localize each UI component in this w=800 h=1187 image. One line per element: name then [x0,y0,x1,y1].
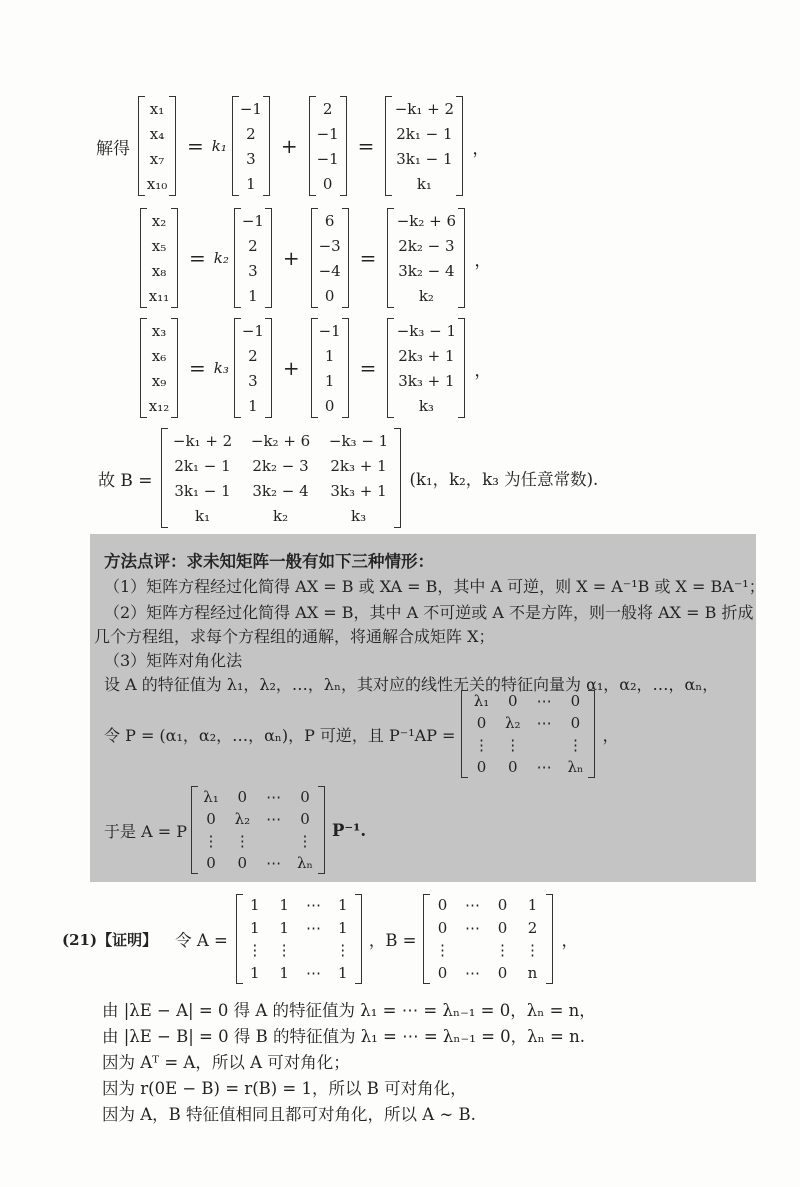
cell: 2 [527,918,538,937]
diagonalization-line [104,690,619,778]
cell: 0 [508,758,518,776]
cell: 0 [237,788,248,806]
cell: −1 [241,211,264,230]
cell: −1 [316,149,339,168]
cell [301,941,325,959]
cell: ⋯ [266,854,282,872]
matrix-row [243,941,355,959]
cell: 2k₁ − 1 [396,124,453,143]
const-vector-2 [311,208,349,308]
cell: ⋮ [473,736,489,754]
cell: k₁ [416,174,432,193]
b-matrix-result [98,428,598,528]
cell: 0 [324,396,335,415]
cell: ⋮ [276,941,292,960]
cell: 1 [338,918,348,937]
proof-line-1: 由 |λE − A| = 0 得 A 的特征值为 λ₁ = ⋯ = λₙ₋₁ = 0，λₙ = n， [102,1001,596,1020]
var: x₇ [149,149,165,168]
cell: ⋮ [567,736,583,754]
cell: 0 [476,714,487,732]
matrix-row [243,896,355,914]
method-title: 方法点评：求未知矩阵一般有如下三种情形： [104,552,434,571]
cell: ⋯ [305,896,321,915]
cell: ⋯ [266,788,282,806]
var: x₁ [149,99,165,118]
matrix-row [468,692,588,710]
cell: 1 [338,963,348,982]
cell: 1 [248,286,258,305]
cell: λₙ [296,854,313,872]
plus-sign: + [280,134,298,158]
matrix-row [468,736,588,754]
result-vector-1 [385,96,463,196]
cell: 1 [279,918,289,937]
cell: −1 [239,99,262,118]
matrix-row [243,919,355,937]
equals-sign: = [187,134,204,158]
equals-sign: = [189,246,206,270]
cell [531,736,557,754]
cell: 3 [248,261,258,280]
cell: 1 [250,918,260,937]
cell: 2k₁ − 1 [174,456,231,475]
cell: −1 [318,321,341,340]
equals-sign: = [359,356,377,380]
cell: λ₁ [203,788,219,806]
cell: ⋯ [536,758,552,776]
cell: 1 [338,896,348,915]
cell: 0 [322,174,333,193]
cell: k₂ [418,286,434,305]
matrix-row [168,457,394,475]
cell: 3 [248,371,258,390]
cell: 1 [527,896,538,915]
matrix-row [430,941,546,959]
var: x₉ [151,371,167,390]
cell: ⋮ [203,832,219,850]
const-vector-3 [311,318,349,418]
comma: ， [474,360,492,381]
k-coefficient: k₂ [213,249,229,267]
cell: −k₁ + 2 [172,431,233,450]
cell: 2 [248,346,258,365]
let-b-text: ，B = [368,931,417,950]
cell: 0 [237,854,248,872]
equals-sign: = [357,134,375,158]
cell: 0 [497,918,508,937]
cell: 0 [476,758,487,776]
cell: 3k₂ − 4 [252,481,309,500]
comma: ， [561,931,579,950]
cell: 0 [508,692,518,710]
cell: 2k₃ + 1 [330,456,387,475]
constants-note: (k₁，k₂，k₃ 为任意常数). [409,470,599,489]
var: x₁₂ [148,396,170,415]
comma: ， [472,138,490,159]
matrix-row [430,896,546,914]
cell: 2k₃ + 1 [398,346,455,365]
equals-sign: = [359,246,377,270]
cell: 0 [570,692,581,710]
cell: λ₂ [505,714,521,732]
k-coefficient: k₃ [213,359,229,377]
cell: 0 [300,810,310,828]
matrix-row [198,832,318,850]
cell: 1 [248,396,258,415]
cell: 2 [248,236,258,255]
k-coefficient: k₁ [211,137,227,155]
var: x₆ [151,346,167,365]
equals-sign: = [189,356,206,380]
cell: ⋯ [536,714,552,732]
cell: ⋮ [525,941,541,960]
coef-vector-1 [232,96,270,196]
solution-system-2 [137,208,491,308]
matrix-row [198,810,318,828]
cell: ⋮ [495,941,511,960]
method-case-3: （3）矩阵对角化法 [104,651,243,670]
matrix-row [168,507,394,525]
cell: 2 [322,99,333,118]
cell: −k₂ + 6 [396,211,457,230]
matrix-row [168,432,394,450]
cell: 0 [437,896,448,915]
cell: 1 [246,174,256,193]
matrix-a [236,894,362,984]
cell: −3 [318,236,341,255]
method-case-2b: 几个方程组，求每个方程组的通解，将通解合成矩阵 X； [94,627,495,646]
cell: 3k₃ + 1 [398,371,455,390]
cell: ⋮ [335,941,351,960]
cell: 0 [300,788,310,806]
cell: λ₁ [473,692,490,710]
cell: −k₂ + 6 [250,431,311,450]
cell: 3k₂ − 4 [398,261,455,280]
result-vector-3 [387,318,465,418]
vars-vector-2 [140,208,178,308]
cell: 3k₃ + 1 [330,481,387,500]
cell [460,941,486,959]
coef-vector-3 [234,318,272,418]
cell: k₃ [418,396,434,415]
cell: −k₃ − 1 [328,431,389,450]
var: x₃ [151,321,167,340]
cell: 3k₁ − 1 [396,149,453,168]
cell: ⋮ [247,941,263,960]
cell: ⋮ [505,736,521,754]
cell: 0 [497,963,508,982]
cell: 3k₁ − 1 [174,481,231,500]
cell: 1 [324,371,335,390]
var: x₈ [151,261,167,280]
var: x₅ [151,236,167,255]
matrix-row [468,758,588,776]
cell: 1 [279,963,289,982]
matrix-row [198,854,318,872]
a-decomposition-line [104,786,366,874]
cell: ⋯ [465,963,481,982]
diagonal-matrix-2 [191,786,325,874]
cell: 0 [206,810,216,828]
cell: ⋮ [234,832,250,850]
cell: ⋯ [305,918,321,937]
method-case-1: （1）矩阵方程经过化简得 AX = B 或 XA = B，其中 A 可逆，则 X = A⁻¹B 或 X = BA⁻¹； [104,577,765,596]
var: x₂ [151,211,167,230]
matrix-row [198,788,318,806]
matrix-row [468,714,588,732]
matrix-row [430,964,546,982]
cell: ⋯ [536,692,552,710]
cell: n [527,963,538,982]
cell: 1 [324,346,335,365]
diagonal-matrix [461,690,595,778]
proof-line-5: 因为 A，B 特征值相同且都可对角化，所以 A ∼ B. [102,1105,476,1124]
cell: −1 [241,321,264,340]
cell: ⋯ [266,810,282,828]
proof-matrices-line [62,894,578,984]
proof-line-2: 由 |λE − B| = 0 得 B 的特征值为 λ₁ = ⋯ = λₙ₋₁ = 0，λₙ = n. [102,1027,585,1046]
cell: 0 [206,854,216,872]
then-a-text: 于是 A = P [104,821,187,841]
cell: 0 [570,714,581,732]
cell: k₁ [194,506,211,525]
cell: ⋮ [435,941,451,960]
cell: λₙ [567,758,584,776]
cell: ⋯ [465,918,481,937]
cell: ⋮ [297,832,313,850]
cell: 1 [250,896,260,915]
matrix-b [423,894,553,984]
comma: ， [474,250,492,271]
result-vector-2 [387,208,465,308]
cell: −k₃ − 1 [396,321,457,340]
method-case-2a: （2）矩阵方程经过化简得 AX = B，其中 A 不可逆或 A 不是方阵，则一般将 AX = B 折成 [104,603,754,622]
p-inverse: P⁻¹. [332,820,367,840]
cell: ⋯ [465,896,481,915]
cell: 0 [437,918,448,937]
cell: −1 [316,124,339,143]
const-vector-1 [309,96,347,196]
comma: ， [602,726,619,745]
cell: 1 [279,896,289,915]
cell: 1 [250,963,260,982]
cell [261,832,287,850]
plus-sign: + [282,356,300,380]
cell: 3 [246,149,256,168]
cell: 0 [497,896,508,915]
proof-line-4: 因为 r(0E − B) = r(B) = 1，所以 B 可对角化， [102,1079,467,1098]
var: x₁₁ [148,286,170,305]
solution-system-1 [96,96,489,196]
matrix-row [168,482,394,500]
vars-vector-3 [140,318,178,418]
cell: −4 [318,261,341,280]
b-matrix [161,428,401,528]
cell: k₂ [272,506,289,525]
matrix-row [243,964,355,982]
cell: 6 [324,211,335,230]
cell: 0 [324,286,335,305]
cell: 2k₂ − 3 [252,456,309,475]
coef-vector-2 [234,208,272,308]
cell: λ₂ [234,810,251,828]
b-label: 故 B = [98,470,153,491]
var: x₄ [149,124,165,143]
cell: ⋯ [305,963,321,982]
var: x₁₀ [146,174,168,193]
solution-system-3 [137,318,491,418]
cell: 2 [246,124,256,143]
let-p-text: 令 P = (α₁，α₂，…，αₙ)，P 可逆，且 P⁻¹AP = [104,725,456,745]
matrix-row [430,919,546,937]
let-a-text: 令 A = [175,931,228,950]
proof-label: (21)【证明】 [62,930,158,949]
vars-vector-1 [138,96,176,196]
cell: k₃ [350,506,367,525]
cell: 0 [437,963,448,982]
plus-sign: + [282,246,300,270]
cell: −k₁ + 2 [394,99,455,118]
method-eigen-line: 设 A 的特征值为 λ₁，λ₂，…，λₙ，其对应的线性无关的特征向量为 α₁，α₂，…，αₙ， [104,675,719,694]
solve-label: 解得 [96,138,130,159]
proof-line-3: 因为 Aᵀ = A，所以 A 可对角化； [102,1053,350,1072]
cell: 2k₂ − 3 [398,236,455,255]
